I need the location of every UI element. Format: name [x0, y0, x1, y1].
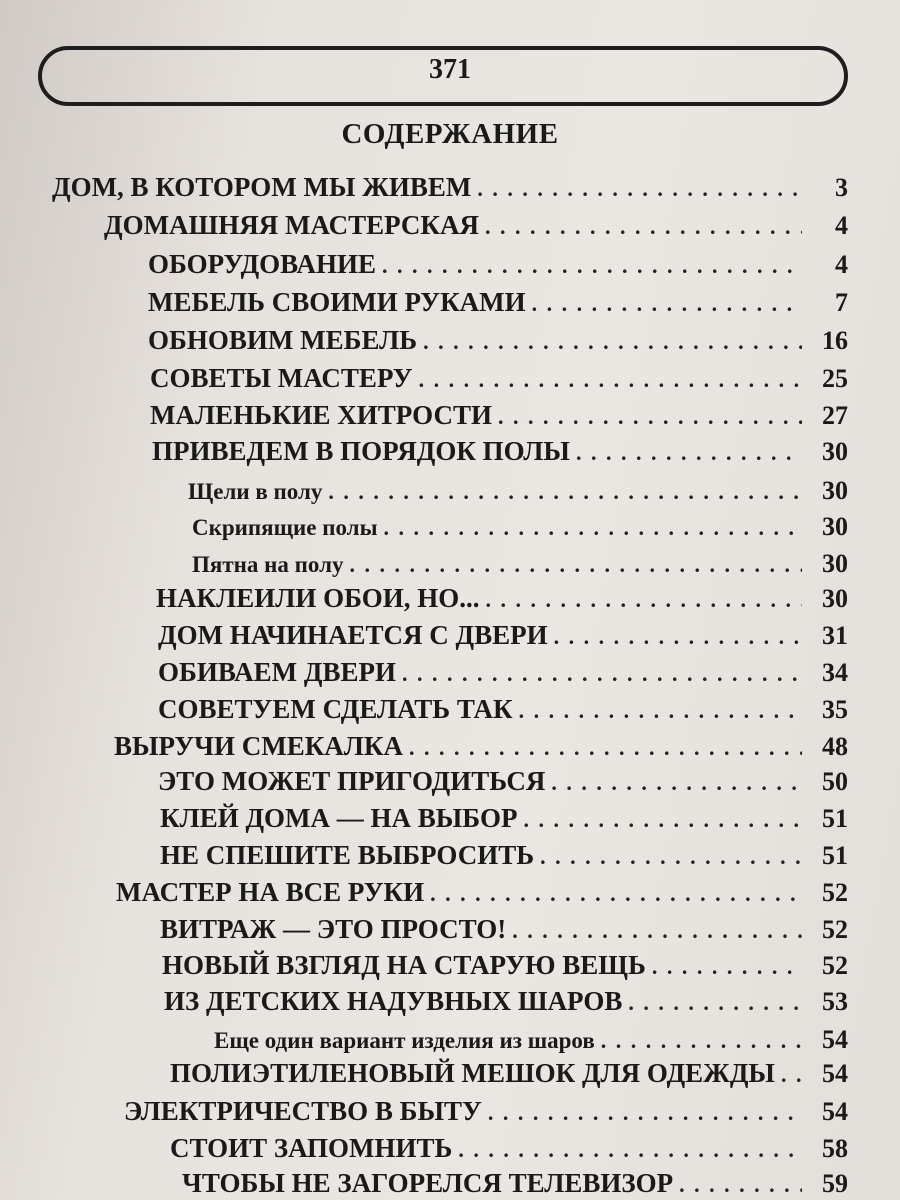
- toc-entry-label: ДОМ НАЧИНАЕТСЯ С ДВЕРИ: [158, 620, 548, 650]
- toc-entry-label: ПОЛИЭТИЛЕНОВЫЙ МЕШОК ДЛЯ ОДЕЖДЫ: [170, 1058, 775, 1088]
- toc-entry-page: 54: [822, 1097, 848, 1126]
- toc-entry-label: МАСТЕР НА ВСЕ РУКИ: [116, 877, 425, 907]
- dot-leader: [328, 479, 802, 505]
- toc-entry-page: 30: [822, 584, 848, 613]
- toc-entry-label: ОБНОВИМ МЕБЕЛЬ: [148, 325, 418, 355]
- dot-leader: [523, 807, 802, 833]
- dot-leader: [488, 1100, 802, 1126]
- toc-entry: [160, 803, 848, 839]
- dot-leader: [652, 954, 802, 980]
- dot-leader: [551, 770, 802, 796]
- dot-leader: [477, 176, 802, 202]
- toc-entry-page: 59: [822, 1169, 848, 1198]
- toc-entry: [158, 694, 848, 730]
- dot-leader: [679, 1172, 802, 1198]
- toc-entry: [164, 986, 848, 1022]
- toc-entry-label: ПРИВЕДЕМ В ПОРЯДОК ПОЛЫ: [152, 436, 570, 466]
- toc-entry: [150, 400, 848, 436]
- toc-entry: [162, 950, 848, 986]
- toc-entry-page: 34: [822, 658, 848, 687]
- toc-entry: [152, 436, 848, 472]
- dot-leader: [519, 698, 802, 724]
- toc-entry: [116, 877, 848, 913]
- toc-entry: [182, 1168, 848, 1200]
- toc-entry-label: Скрипящие полы: [192, 515, 378, 540]
- toc-entry-page: 52: [822, 951, 848, 980]
- toc-entry: [170, 1058, 848, 1094]
- dot-leader: [382, 253, 802, 279]
- toc-entry-page: 27: [822, 401, 848, 430]
- toc-entry: [156, 583, 848, 619]
- dot-leader: [409, 735, 802, 761]
- toc-entry-page: 16: [822, 326, 848, 355]
- toc-entry-label: ЧТОБЫ НЕ ЗАГОРЕЛСЯ ТЕЛЕВИЗОР: [182, 1168, 674, 1198]
- toc-entry: [160, 914, 848, 950]
- toc-entry-page: 31: [822, 621, 848, 650]
- toc-entry: [214, 1025, 848, 1061]
- dot-leader: [350, 552, 803, 578]
- toc-entry-page: 54: [822, 1059, 848, 1088]
- toc-entry: [158, 657, 848, 693]
- toc-entry: [124, 1096, 848, 1132]
- dot-leader: [628, 990, 802, 1016]
- dot-leader: [576, 440, 802, 466]
- dot-leader: [601, 1028, 802, 1054]
- toc-entry-label: ЭЛЕКТРИЧЕСТВО В БЫТУ: [124, 1096, 482, 1126]
- dot-leader: [458, 1137, 802, 1163]
- toc-entry-page: 30: [822, 437, 848, 466]
- dot-leader: [554, 624, 802, 650]
- toc-entry-label: ОБИВАЕМ ДВЕРИ: [158, 657, 396, 687]
- dot-leader: [540, 844, 802, 870]
- toc-entry-label: ДОМ, В КОТОРОМ МЫ ЖИВЕМ: [52, 172, 472, 202]
- toc-entry-page: 58: [822, 1134, 848, 1163]
- dot-leader: [498, 404, 802, 430]
- toc-entry-page: 7: [835, 288, 848, 317]
- toc-entry-label: НАКЛЕИЛИ ОБОИ, НО...: [156, 583, 480, 613]
- dot-leader: [430, 881, 802, 907]
- toc-entry-label: СОВЕТЫ МАСТЕРУ: [150, 363, 413, 393]
- dot-leader: [402, 661, 802, 687]
- toc-entry: [52, 172, 848, 208]
- dot-leader: [423, 329, 802, 355]
- toc-entry: [148, 287, 848, 323]
- toc-entry-page: 4: [835, 250, 848, 279]
- toc-entry-page: 4: [835, 211, 848, 240]
- toc-entry-page: 30: [822, 549, 848, 578]
- toc-entry: [148, 325, 848, 361]
- toc-entry-page: 53: [822, 987, 848, 1016]
- toc-entry-label: Еще один вариант изделия из шаров: [214, 1028, 595, 1053]
- page-number: 371: [429, 54, 471, 85]
- toc-entry-label: НЕ СПЕШИТЕ ВЫБРОСИТЬ: [160, 840, 535, 870]
- toc-entry: [150, 363, 848, 399]
- toc-entry-page: 30: [822, 476, 848, 505]
- toc-entry-label: ВЫРУЧИ СМЕКАЛКА: [114, 731, 403, 761]
- dot-leader: [486, 587, 803, 613]
- toc-entry-page: 52: [822, 915, 848, 944]
- toc-entry-label: Пятна на полу: [192, 552, 344, 577]
- toc-entry: [104, 210, 848, 246]
- toc-entry-label: ДОМАШНЯЯ МАСТЕРСКАЯ: [104, 210, 480, 240]
- toc-entry-label: МАЛЕНЬКИЕ ХИТРОСТИ: [150, 400, 492, 430]
- toc-entry-page: 25: [822, 364, 848, 393]
- dot-leader: [485, 214, 802, 240]
- toc-entry-page: 52: [822, 878, 848, 907]
- toc-entry: [158, 620, 848, 656]
- toc-entry: [114, 731, 848, 767]
- toc-entry-label: СОВЕТУЕМ СДЕЛАТЬ ТАК: [158, 694, 513, 724]
- toc-entry-page: 51: [822, 841, 848, 870]
- toc-entry: [160, 840, 848, 876]
- dot-leader: [419, 367, 802, 393]
- toc-entry-label: СТОИТ ЗАПОМНИТЬ: [170, 1133, 453, 1163]
- page-title: СОДЕРЖАНИЕ: [341, 118, 559, 150]
- toc-entry-page: 50: [822, 767, 848, 796]
- toc-entry-page: 54: [822, 1025, 848, 1054]
- dot-leader: [512, 918, 802, 944]
- toc-entry: [188, 476, 848, 512]
- toc-entry-page: 35: [822, 695, 848, 724]
- toc-entry-label: МЕБЕЛЬ СВОИМИ РУКАМИ: [148, 287, 526, 317]
- toc-entry-label: КЛЕЙ ДОМА — НА ВЫБОР: [160, 803, 518, 833]
- toc-entry-label: Щели в полу: [188, 479, 323, 504]
- dot-leader: [781, 1062, 802, 1088]
- toc-entry-label: НОВЫЙ ВЗГЛЯД НА СТАРУЮ ВЕЩЬ: [162, 950, 646, 980]
- toc-entry-label: ИЗ ДЕТСКИХ НАДУВНЫХ ШАРОВ: [164, 986, 623, 1016]
- toc-entry: [148, 249, 848, 285]
- toc-entry-page: 48: [822, 732, 848, 761]
- toc-entry: [192, 512, 848, 548]
- toc-entry: [192, 549, 848, 585]
- toc-entry-label: ВИТРАЖ — ЭТО ПРОСТО!: [160, 914, 507, 944]
- toc-entry-label: ОБОРУДОВАНИЕ: [148, 249, 376, 279]
- toc-entry-page: 51: [822, 804, 848, 833]
- toc-entry: [170, 1133, 848, 1169]
- dot-leader: [384, 515, 802, 541]
- toc-entry-page: 3: [835, 173, 848, 202]
- toc-entry-label: ЭТО МОЖЕТ ПРИГОДИТЬСЯ: [158, 766, 546, 796]
- toc-entry-page: 30: [822, 512, 848, 541]
- dot-leader: [532, 291, 802, 317]
- toc-entry: [158, 766, 848, 802]
